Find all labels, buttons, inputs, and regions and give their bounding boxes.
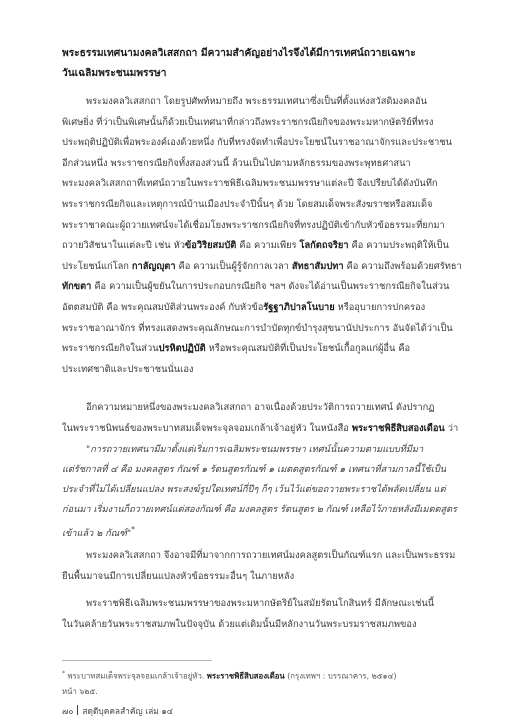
para1-line: พระมงคลวิเสสกถา โดยรูปศัพท์หมายถึง พระธรรมเทศนาซึ่งเป็นที่ตั้งแห่งสวัสดิมงคลอัน bbox=[86, 96, 427, 107]
footnote-line: หน้า ๖๒๕. bbox=[62, 686, 98, 696]
page-number: ๗๐ bbox=[62, 706, 74, 716]
quote-line bbox=[62, 520, 466, 544]
para1-text: ถวายวิสัชนาในแต่ละปี เช่น หัว bbox=[62, 240, 185, 252]
section-heading bbox=[62, 44, 466, 84]
keyword-saddha: สัทธาสัมปทา bbox=[291, 260, 344, 272]
para1-line bbox=[62, 277, 466, 298]
footer-divider bbox=[77, 705, 78, 715]
heading-line-1: พระธรรมเทศนามงคลวิเสสกถา มีความสำคัญอย่างไรจึงได้มีการเทศน์ถวายเฉพาะ bbox=[62, 48, 416, 59]
para1-text: คือ ความถึงพร้อมด้วยศรัทธา bbox=[343, 260, 462, 272]
para1-line: พระราชาคณะผู้ถวายเทศน์จะได้เชื่อมโยงพระราชกรณียกิจที่ทรงปฏิบัติเข้ากับหัวข้อธรรมะที่ยกมา bbox=[62, 219, 445, 231]
quote-line: แต่รัชกาลที่ ๔ คือ มงคลสูตร กัณฑ์ ๑ รัตนสูตรกัณฑ์ ๑ เมตตสูตรกัณฑ์ ๑ เทศนาที่สามกาลนี้ใช้เป็น bbox=[62, 464, 447, 475]
para2-line: อีกความหมายหนึ่งของพระมงคลวิเสสกถา อาจเนื่องด้วยประวัติการถวายเทศน์ ดังปรากฏ bbox=[86, 402, 435, 413]
para4-line: พระราชพิธีเฉลิมพระชนมพรรษาของพระมหากษัตริย์ในสมัยรัตนโกสินทร์ มีลักษณะเช่นนี้ bbox=[86, 598, 435, 609]
para3-line: ยืนพื้นมาจนมีการเปลี่ยนแปลงหัวข้อธรรมะอื่นๆ ในภายหลัง bbox=[62, 570, 295, 582]
quote-line: "การถวายเทศนามีมาตั้งแต่เริ่มการเฉลิมพระชนมพรรษา เทศน์นั้นความตามแบบที่มีมา bbox=[86, 444, 424, 455]
footnote-publication: (กรุงเทพฯ : บรรณาคาร, ๒๕๑๔) bbox=[284, 671, 397, 681]
paragraph-1 bbox=[62, 92, 466, 380]
page-footer bbox=[62, 704, 173, 718]
paragraph-2 bbox=[62, 398, 466, 439]
para1-line: พระราชอาณาจักร ที่ทรงแสดงพระคุณลักษณะการบำบัดทุกข์บำรุงสุขนานัปประการ อันจัดได้ว่าเป็น bbox=[62, 322, 453, 334]
book-title-royal-ceremonies: พระราชพิธีสิบสองเดือน bbox=[351, 422, 445, 434]
para1-line: พิเศษยิ่ง ที่ว่าเป็นพิเศษนั้นก็ด้วยเป็นเทศนาที่กล่าวถึงพระราชกรณียกิจของพระมหากษัตริย์ที่ทรง bbox=[62, 116, 434, 128]
para3-line: พระมงคลวิเสสกถา จึงอาจมีที่มาจากการถวายเทศน์มงคลสูตรเป็นกัณฑ์แรก และเป็นพระธรรม bbox=[86, 550, 456, 561]
footnote-line bbox=[62, 666, 466, 684]
para1-text: คือ ความประพฤติให้เป็น bbox=[348, 240, 449, 252]
series-title: สดุดีบุคคลสำคัญ เล่ม ๑๔ bbox=[82, 706, 174, 716]
keyword-parahita: ปรหิตปฏิบัติ bbox=[158, 343, 206, 355]
para1-line bbox=[62, 236, 466, 257]
quote-line: ก่อนมา เริ่มงานก็ถวายเทศน์แต่สองกัณฑ์ คือ มงคลสูตร รัตนสูตร ๒ กัณฑ์ เหลือไว้ภายหลังมีเมตตสูตร bbox=[62, 504, 457, 515]
paragraph-3 bbox=[62, 546, 466, 587]
footnote-author: พระบาทสมเด็จพระจุลจอมเกล้าเจ้าอยู่หัว. bbox=[65, 671, 207, 681]
paragraph-4 bbox=[62, 594, 466, 635]
footnote-divider bbox=[62, 660, 212, 661]
keyword-kalannuta: กาลัญญุตา bbox=[131, 260, 176, 272]
para1-line: พระมงคลวิเสสกถาที่เทศน์ถวายในพระราชพิธีเฉลิมพระชนมพรรษาแต่ละปี จึงเปรียบได้ดังบันทึก bbox=[62, 178, 438, 190]
footnote bbox=[62, 666, 466, 699]
para1-text: คือ ความเป็นผู้รู้จักกาลเวลา bbox=[175, 260, 292, 272]
footnote-reference: * bbox=[131, 525, 135, 534]
quote-line: ประจำที่ไม่ได้เปลี่ยนแปลง พระสงฆ์รูปใดเทศน์กี่ปีๆ ก็ๆ เว้นไว้แต่ขอถวายพระราชได้พลัดเปลี่ยน แต่ bbox=[62, 484, 446, 495]
para1-line: ประเทศชาติและประชาชนนั่นเอง bbox=[62, 363, 194, 375]
para1-line bbox=[62, 339, 466, 360]
para1-text: อัตตสมบัติ คือ พระคุณสมบัติส่วนพระองค์ กับหัวข้อ bbox=[62, 301, 264, 313]
keyword-ratthabhipala: รัฐฐาภิปาลโนบาย bbox=[263, 301, 335, 313]
para1-text: ประโยชน์แก่โลก bbox=[62, 260, 132, 272]
para1-line: อีกส่วนหนึ่ง พระราชกรณียกิจทั้งสองส่วนนี้ ล้วนเป็นไปตามหลักธรรมของพระพุทธศาสนา bbox=[62, 157, 411, 169]
keyword-viriya: ข้อวิริยสมบัติ bbox=[184, 240, 237, 252]
para1-line bbox=[62, 298, 466, 319]
para1-line: พระราชกรณียกิจและเหตุการณ์บ้านเมืองประจำปีนั้นๆ ด้วย โดยสมเด็จพระสังฆราชหรือสมเด็จ bbox=[62, 198, 433, 210]
para2-text: ว่า bbox=[444, 422, 459, 434]
keyword-lokattha: โลกัตถจริยา bbox=[299, 240, 349, 252]
footnote-mark: * bbox=[62, 670, 65, 677]
para1-text: คือ ความเป็นผู้ขยันในการประกอบกรณียกิจ ฯลฯ ดังจะได้อ่านเป็นพระราชกรณียกิจในส่วน bbox=[91, 281, 450, 293]
para1-text: คือ ความเพียร bbox=[236, 240, 300, 252]
para2-text: ในพระราชนิพนธ์ของพระบาทสมเด็จพระจุลจอมเกล้าเจ้าอยู่หัว ในหนังสือ bbox=[62, 422, 352, 434]
keyword-dakkhata: ทักขตา bbox=[62, 281, 92, 293]
footnote-book-title: พระราชพิธีสิบสองเดือน bbox=[206, 671, 285, 681]
heading-line-2: วันเฉลิมพระชนมพรรษา bbox=[62, 68, 167, 79]
para4-line: ในวันคล้ายวันพระราชสมภพในปัจจุบัน ด้วยแต่เดิมนั้นมีหลักงานวันพระบรมราชสมภพของ bbox=[62, 618, 417, 630]
para1-text: หรืออุบายการปกครอง bbox=[334, 301, 426, 313]
para1-text: พระราชกรณียกิจในส่วน bbox=[62, 343, 159, 355]
quote-text: เข้าแล้ว ๒ กัณฑ์" bbox=[62, 528, 132, 540]
para1-line bbox=[62, 257, 466, 278]
royal-quote bbox=[62, 440, 466, 544]
para1-text: หรือพระคุณสมบัติที่เป็นประโยชน์เกื้อกูลแก่ผู้อื่น คือ bbox=[205, 343, 411, 355]
para1-line: ประพฤติปฏิบัติเพื่อพระองค์เองด้วยหนึ่ง กับที่ทรงจัดทำเพื่อประโยชน์ในราชอาณาจักรและประชาชน bbox=[62, 137, 453, 149]
para2-line bbox=[62, 419, 466, 440]
